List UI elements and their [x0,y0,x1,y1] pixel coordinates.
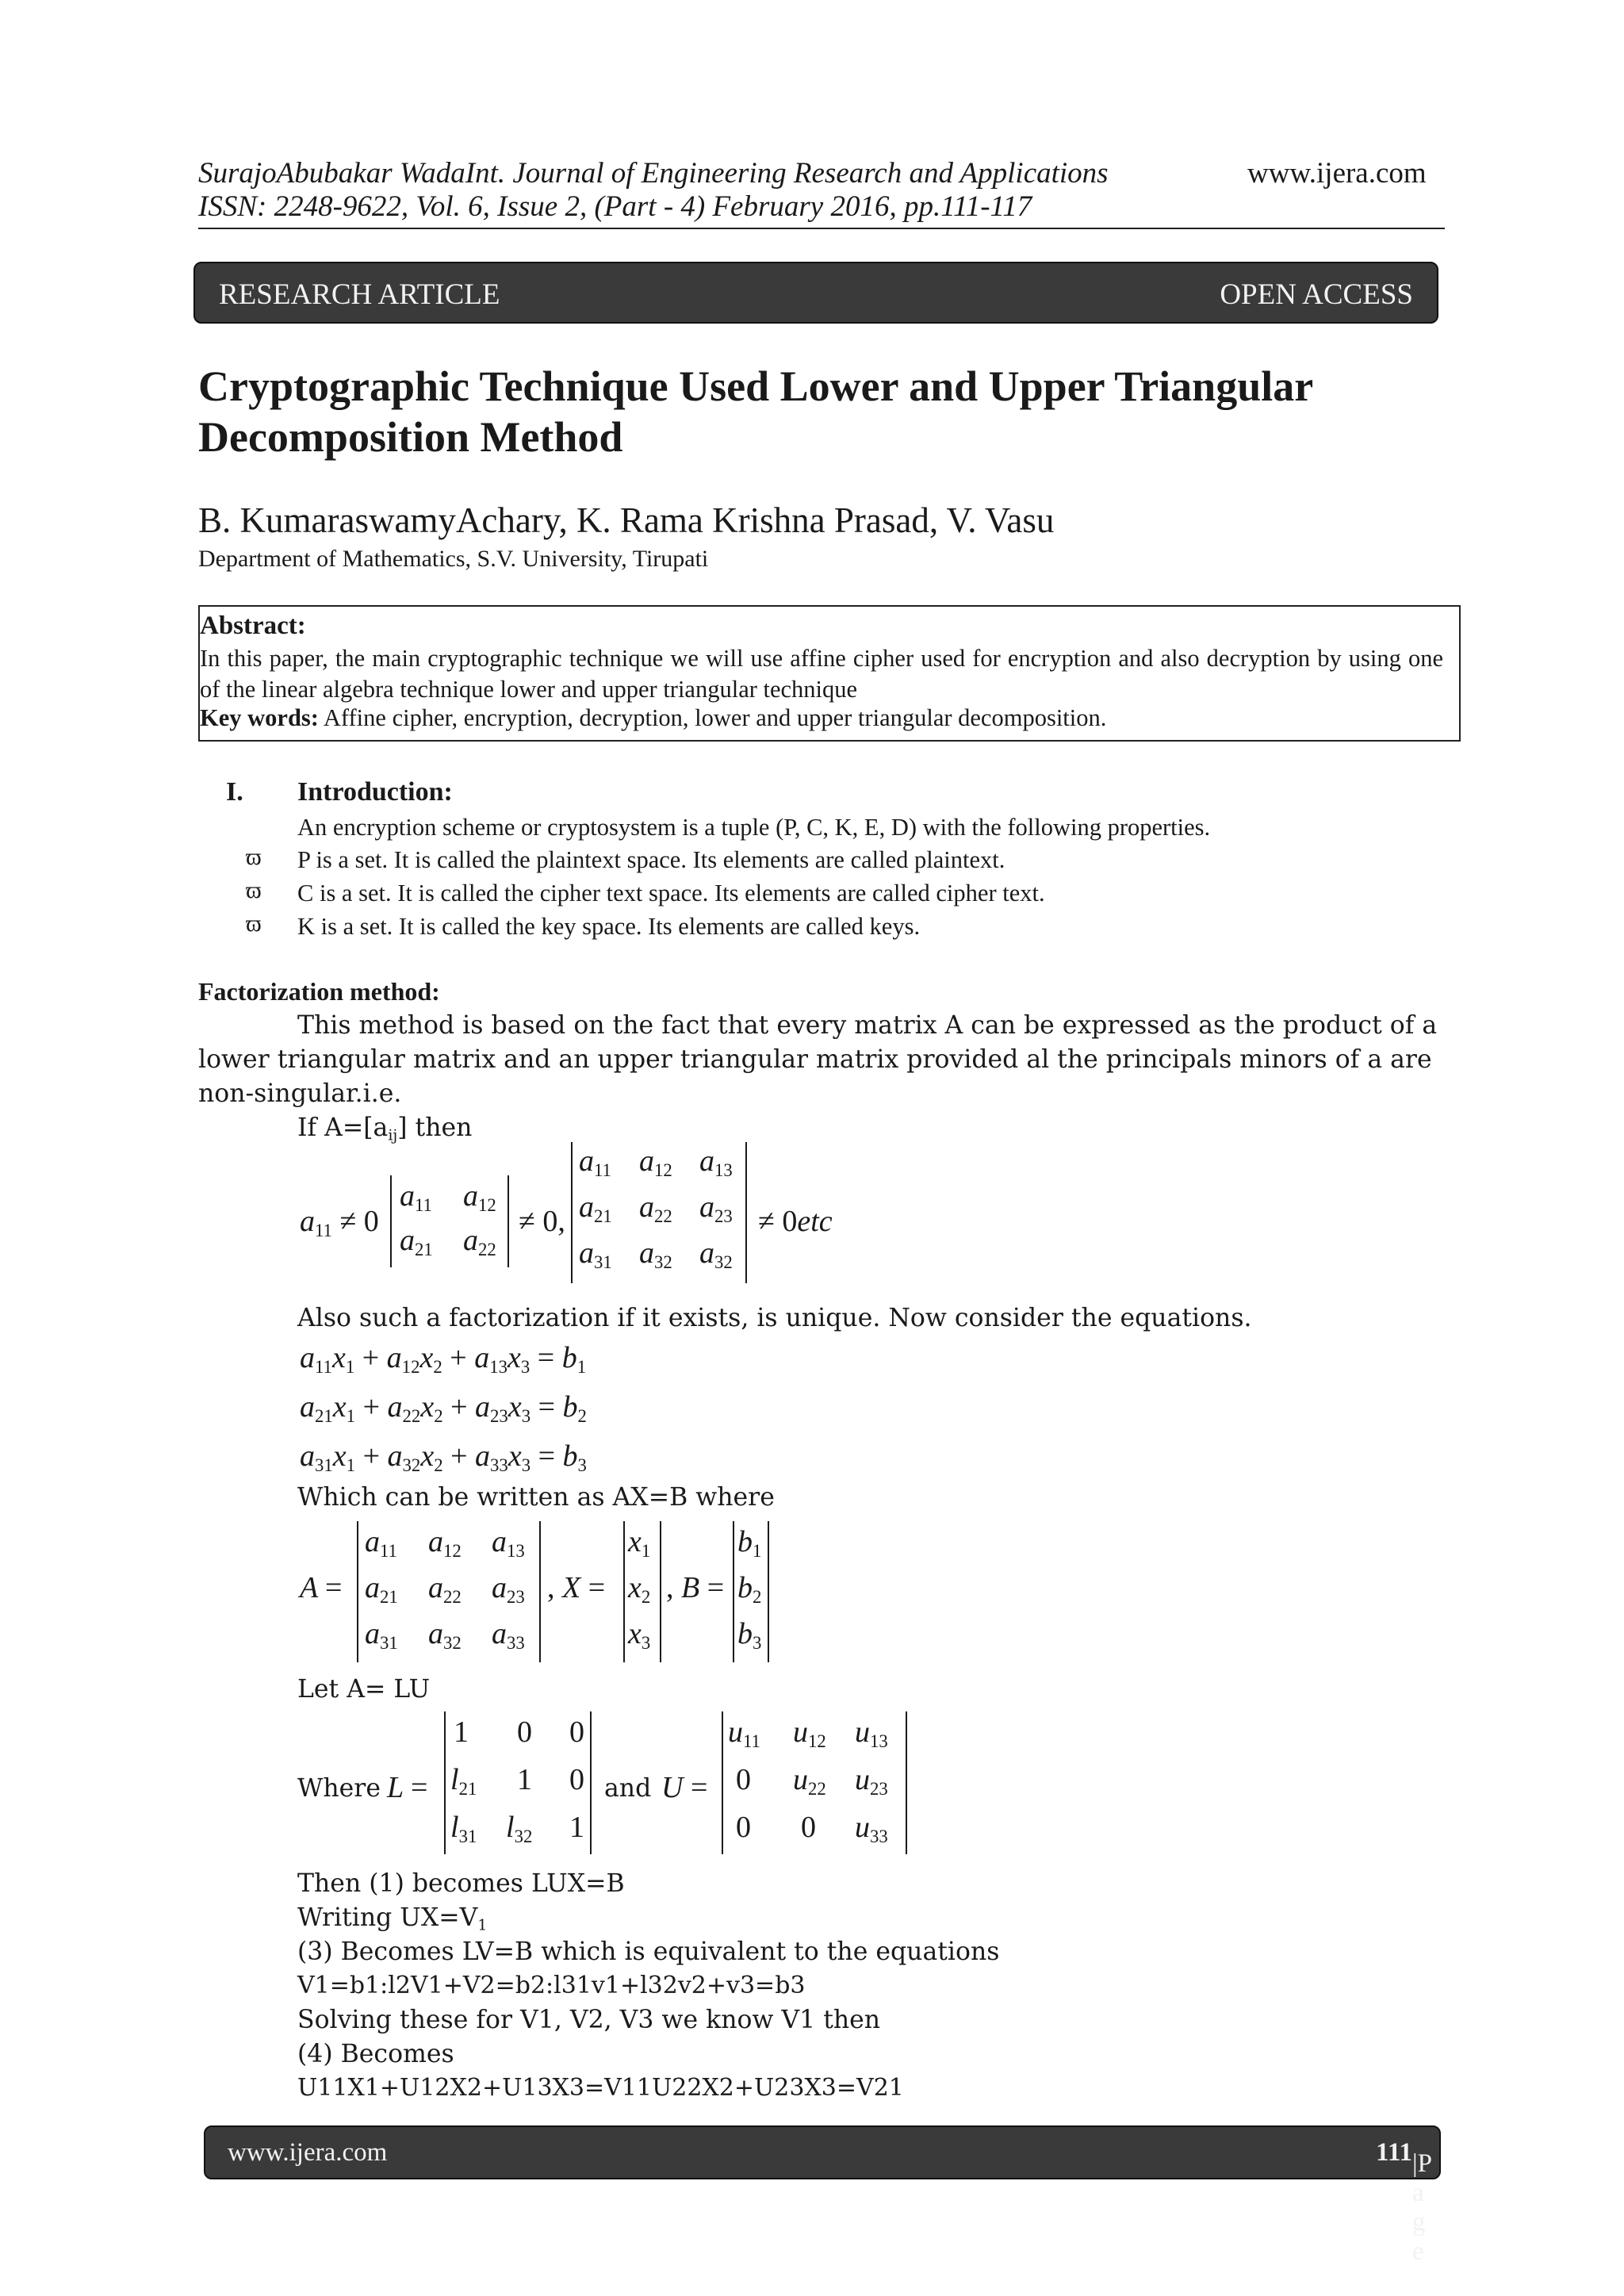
footer-page-number: 111 [1376,2138,1412,2167]
paper-title-line1: Cryptographic Technique Used Lower and Upper Triangular [198,362,1314,410]
footer-website[interactable]: www.ijera.com [228,2138,388,2167]
which-line: Which can be written as AX=B where [297,1483,775,1512]
and-label: and [604,1774,652,1803]
paper-title-line2: Decomposition Method [198,413,623,461]
also-line: Also such a factorization if it exists, is unique. Now consider the equations. [297,1304,1252,1332]
where-label: Where [297,1774,381,1803]
if-line [297,1114,472,1144]
paper-title [198,361,1467,462]
bullet-item: C is a set. It is called the cipher text space. Its elements are called cipher text. [297,880,1045,907]
footer-page [1376,2138,1431,2266]
let-line: Let A= LU [297,1675,431,1704]
page-footer [204,2125,1441,2266]
journal-website[interactable]: www.ijera.com [1247,157,1427,190]
intro-text: An encryption scheme or cryptosystem is a tuple (P, C, K, E, D) with the following properties. [297,814,1211,841]
section-title: Introduction: [297,777,453,807]
bullet-icon: ϖ [246,910,262,937]
equation-2: $a_{21}x_1 + a_{22}x_2 + a_{23}x_3 = b_2$ [300,1390,587,1426]
equation-3: $a_{31}x_1 + a_{32}x_2 + a_{33}x_3 = b_3$ [300,1439,587,1475]
department: Department of Mathematics, S.V. University, Tirupati [198,546,709,572]
if-line-b: ] then [397,1114,473,1142]
abstract-text: In this paper, the main cryptographic technique we will use affine cipher used for encryption and also decryption by using one of the linear algebra technique lower and upper triangular technique [200,645,1443,703]
becomes4-line: (4) Becomes [297,2040,454,2068]
factorization-heading: Factorization method: [198,977,440,1006]
footer-page-label: |P a g e [1412,2149,1431,2266]
matrix-l-label: L = [387,1771,428,1804]
u-equations: U11X1+U12X2+U13X3=V11U22X2+U23X3=V21 [297,2074,904,2102]
keywords-text: Affine cipher, encryption, decryption, lower and upper triangular decomposition. [318,704,1107,731]
matrix-u: $u_{11}$ $u_{12}$ $u_{13}$ 0 $u_{22}$ $u_{23}$ 0 0 $u_{33}$ [722,1711,907,1854]
bullet-icon: ϖ [246,877,262,903]
then-line: Then (1) becomes LUX=B [297,1869,625,1898]
equation-1: $a_{11}x_1 + a_{12}x_2 + a_{13}x_3 = b_1$ [300,1341,587,1377]
matrix-b: $b_1$ $b_2$ $b_3$ [733,1521,769,1662]
neq-zero-etc: ≠ 0etc [758,1205,833,1238]
matrix-x-label: , X = [547,1571,606,1604]
journal-header-line2: ISSN: 2248-9622, Vol. 6, Issue 2, (Part - 4) February 2016, pp.111-117 [198,190,1032,223]
keywords [200,704,1106,732]
matrix-a: $a_{11}$ $a_{12}$ $a_{13}$ $a_{21}$ $a_{22}$ $a_{23}$ $a_{31}$ $a_{32}$ $a_{33}$ [357,1521,541,1662]
matrix-u-label: U = [661,1771,708,1804]
article-banner [193,262,1438,324]
journal-header-line1: SurajoAbubakar WadaInt. Journal of Engineering Research and Applications [198,157,1109,190]
if-line-a: If A=[a [297,1114,389,1142]
open-access-label: OPEN ACCESS [1220,278,1413,311]
bullet-item: P is a set. It is called the plaintext space. Its elements are called plaintext. [297,846,1005,873]
matrix-x: $x_1$ $x_2$ $x_3$ [623,1521,661,1662]
v-equations: V1=b1:l2V1+V2=b2:l31v1+l32v2+v3=b3 [297,1972,806,1999]
keywords-label: Key words: [200,704,319,731]
bullet-icon: ϖ [246,844,262,870]
becomes3-line: (3) Becomes LV=B which is equivalent to the equations [297,1938,1000,1966]
authors: B. KumaraswamyAchary, K. Rama Krishna Prasad, V. Vasu [198,500,1055,540]
para-line3: non-singular.i.e. [198,1079,402,1108]
neq-zero-1: ≠ 0, [519,1205,565,1238]
abstract-label: Abstract: [200,611,306,640]
research-article-label: RESEARCH ARTICLE [219,278,500,311]
writing-line-text: Writing UX=V [297,1903,478,1932]
abstract-box [198,605,1461,742]
if-line-sub: ij [388,1126,398,1144]
para-line1: This method is based on the fact that every matrix A can be expressed as the product of a [297,1011,1438,1040]
section-number: I. [226,777,243,807]
para-line2: lower triangular matrix and an upper triangular matrix provided al the principals minors of a are [198,1045,1432,1074]
solving-line: Solving these for V1, V2, V3 we know V1 then [297,2006,881,2034]
matrix-b-label: , B = [666,1571,725,1604]
matrix-a-label: A = [300,1571,343,1604]
det-2x2: $a_{11}$ $a_{12}$ $a_{21}$ $a_{22}$ [390,1175,509,1267]
writing-line: Writing $UX=V_1$ [297,1903,488,1934]
matrix-l: 1 0 0 $l_{21}$ 1 0 $l_{31}$ $l_{32}$ 1 [444,1711,592,1854]
minor-condition-1: $a_{11} \ne 0$ [300,1205,379,1240]
bullet-item: K is a set. It is called the key space. Its elements are called keys. [297,913,921,940]
header-rule [198,228,1445,229]
det-3x3: $a_{11}$ $a_{12}$ $a_{13}$ $a_{21}$ $a_{22}$ $a_{23}$ $a_{31}$ $a_{32}$ $a_{32}$ [571,1142,747,1283]
